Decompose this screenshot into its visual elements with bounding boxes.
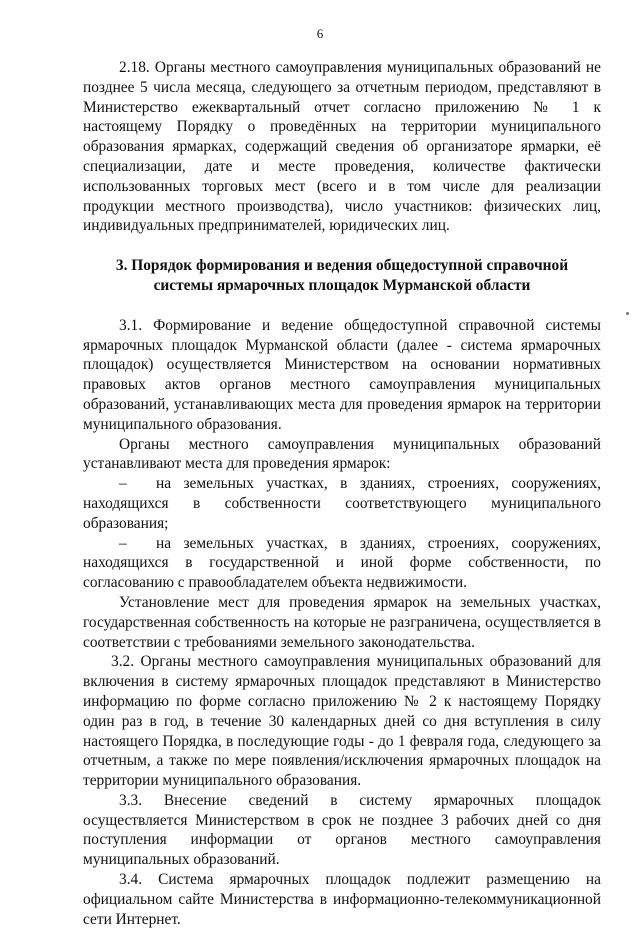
paragraph-3-4: 3.4. Система ярмарочных площадок подлежит размещению на официальном сайте Министерства в информационно-телекоммуникационной сети Интернет. [83,871,601,928]
paragraph-3-3: 3.3. Внесение сведений в систему ярмарочных площадок осуществляется Министерством в срок не позднее 3 рабочих дней со дня поступления информации от органов местного самоуправления муниципальных образований. [83,791,601,869]
paragraph-2-18: 2.18. Органы местного самоуправления муниципальных образований не позднее 5 числа месяца, следующего за отчетным периодом, представляют в Министерство ежеквартальный отчет согласно приложению № 1 к настоящему Порядку о проведённых на территории муниципального образования ярмарках, содержащий сведения об организаторе ярмарки, её специализации, дате и месте проведения, количестве фактически использованных торговых мест (всего и в том числе для реализации продукции местного производства), число участников: физических лиц, индивидуальных предпринимателей, юридических лиц. [83,59,601,235]
dash-marker: – [119,475,127,493]
dash-item-1-text: на земельных участках, в зданиях, строениях, сооружениях, находящихся в собственности соответствующего муниципального образования; [83,475,601,532]
page-number: 6 [316,26,324,41]
paragraph-establish: Установление мест для проведения ярмарок на земельных участках, государственная собственность на которые не разграничена, осуществляется в соответствии с требованиями земельного законодательства. [83,593,601,651]
paragraph-organs: Органы местного самоуправления муниципальных образований устанавливают места для проведения ярмарок: [83,435,601,473]
paragraph-3-1: 3.1. Формирование и ведение общедоступной справочной системы ярмарочных площадок Мурманской области (далее - система ярмарочных площадок) осуществляется Министерством на основании нормативных правовых актов органов местного самоуправления муниципальных образований, устанавливающих места для проведения ярмарок на территории муниципального образования. [83,316,601,433]
spacer [83,236,601,256]
spacer [83,296,601,316]
section-heading [83,256,601,296]
document-body [83,58,601,929]
dash-item-2 [83,534,601,593]
section-heading-line-1: 3. Порядок формирования и ведения общедоступной справочной [115,257,569,275]
dash-marker: – [119,534,127,552]
scan-speck [626,312,629,315]
dash-item-1 [83,474,601,533]
dash-item-2-text: на земельных участках, в зданиях, строениях, сооружениях, находящихся в государственной и иной форме собственности, по согласованию с правообладателем объекта недвижимости. [83,534,601,592]
paragraph-3-2: 3.2. Органы местного самоуправления муниципальных образований для включения в систему ярмарочных площадок представляют в Министерство информацию по форме согласно приложению № 2 к настоящему Порядку один раз в год, в течение 30 календарных дней со дня вступления в силу настоящего Порядка, в последующие годы - до 1 февраля года, следующего за отчетным, а также по мере появления/исключения ярмарочных площадок на территории муниципального образования. [83,653,601,790]
section-heading-line-2: системы ярмарочных площадок Мурманской области [153,276,531,294]
